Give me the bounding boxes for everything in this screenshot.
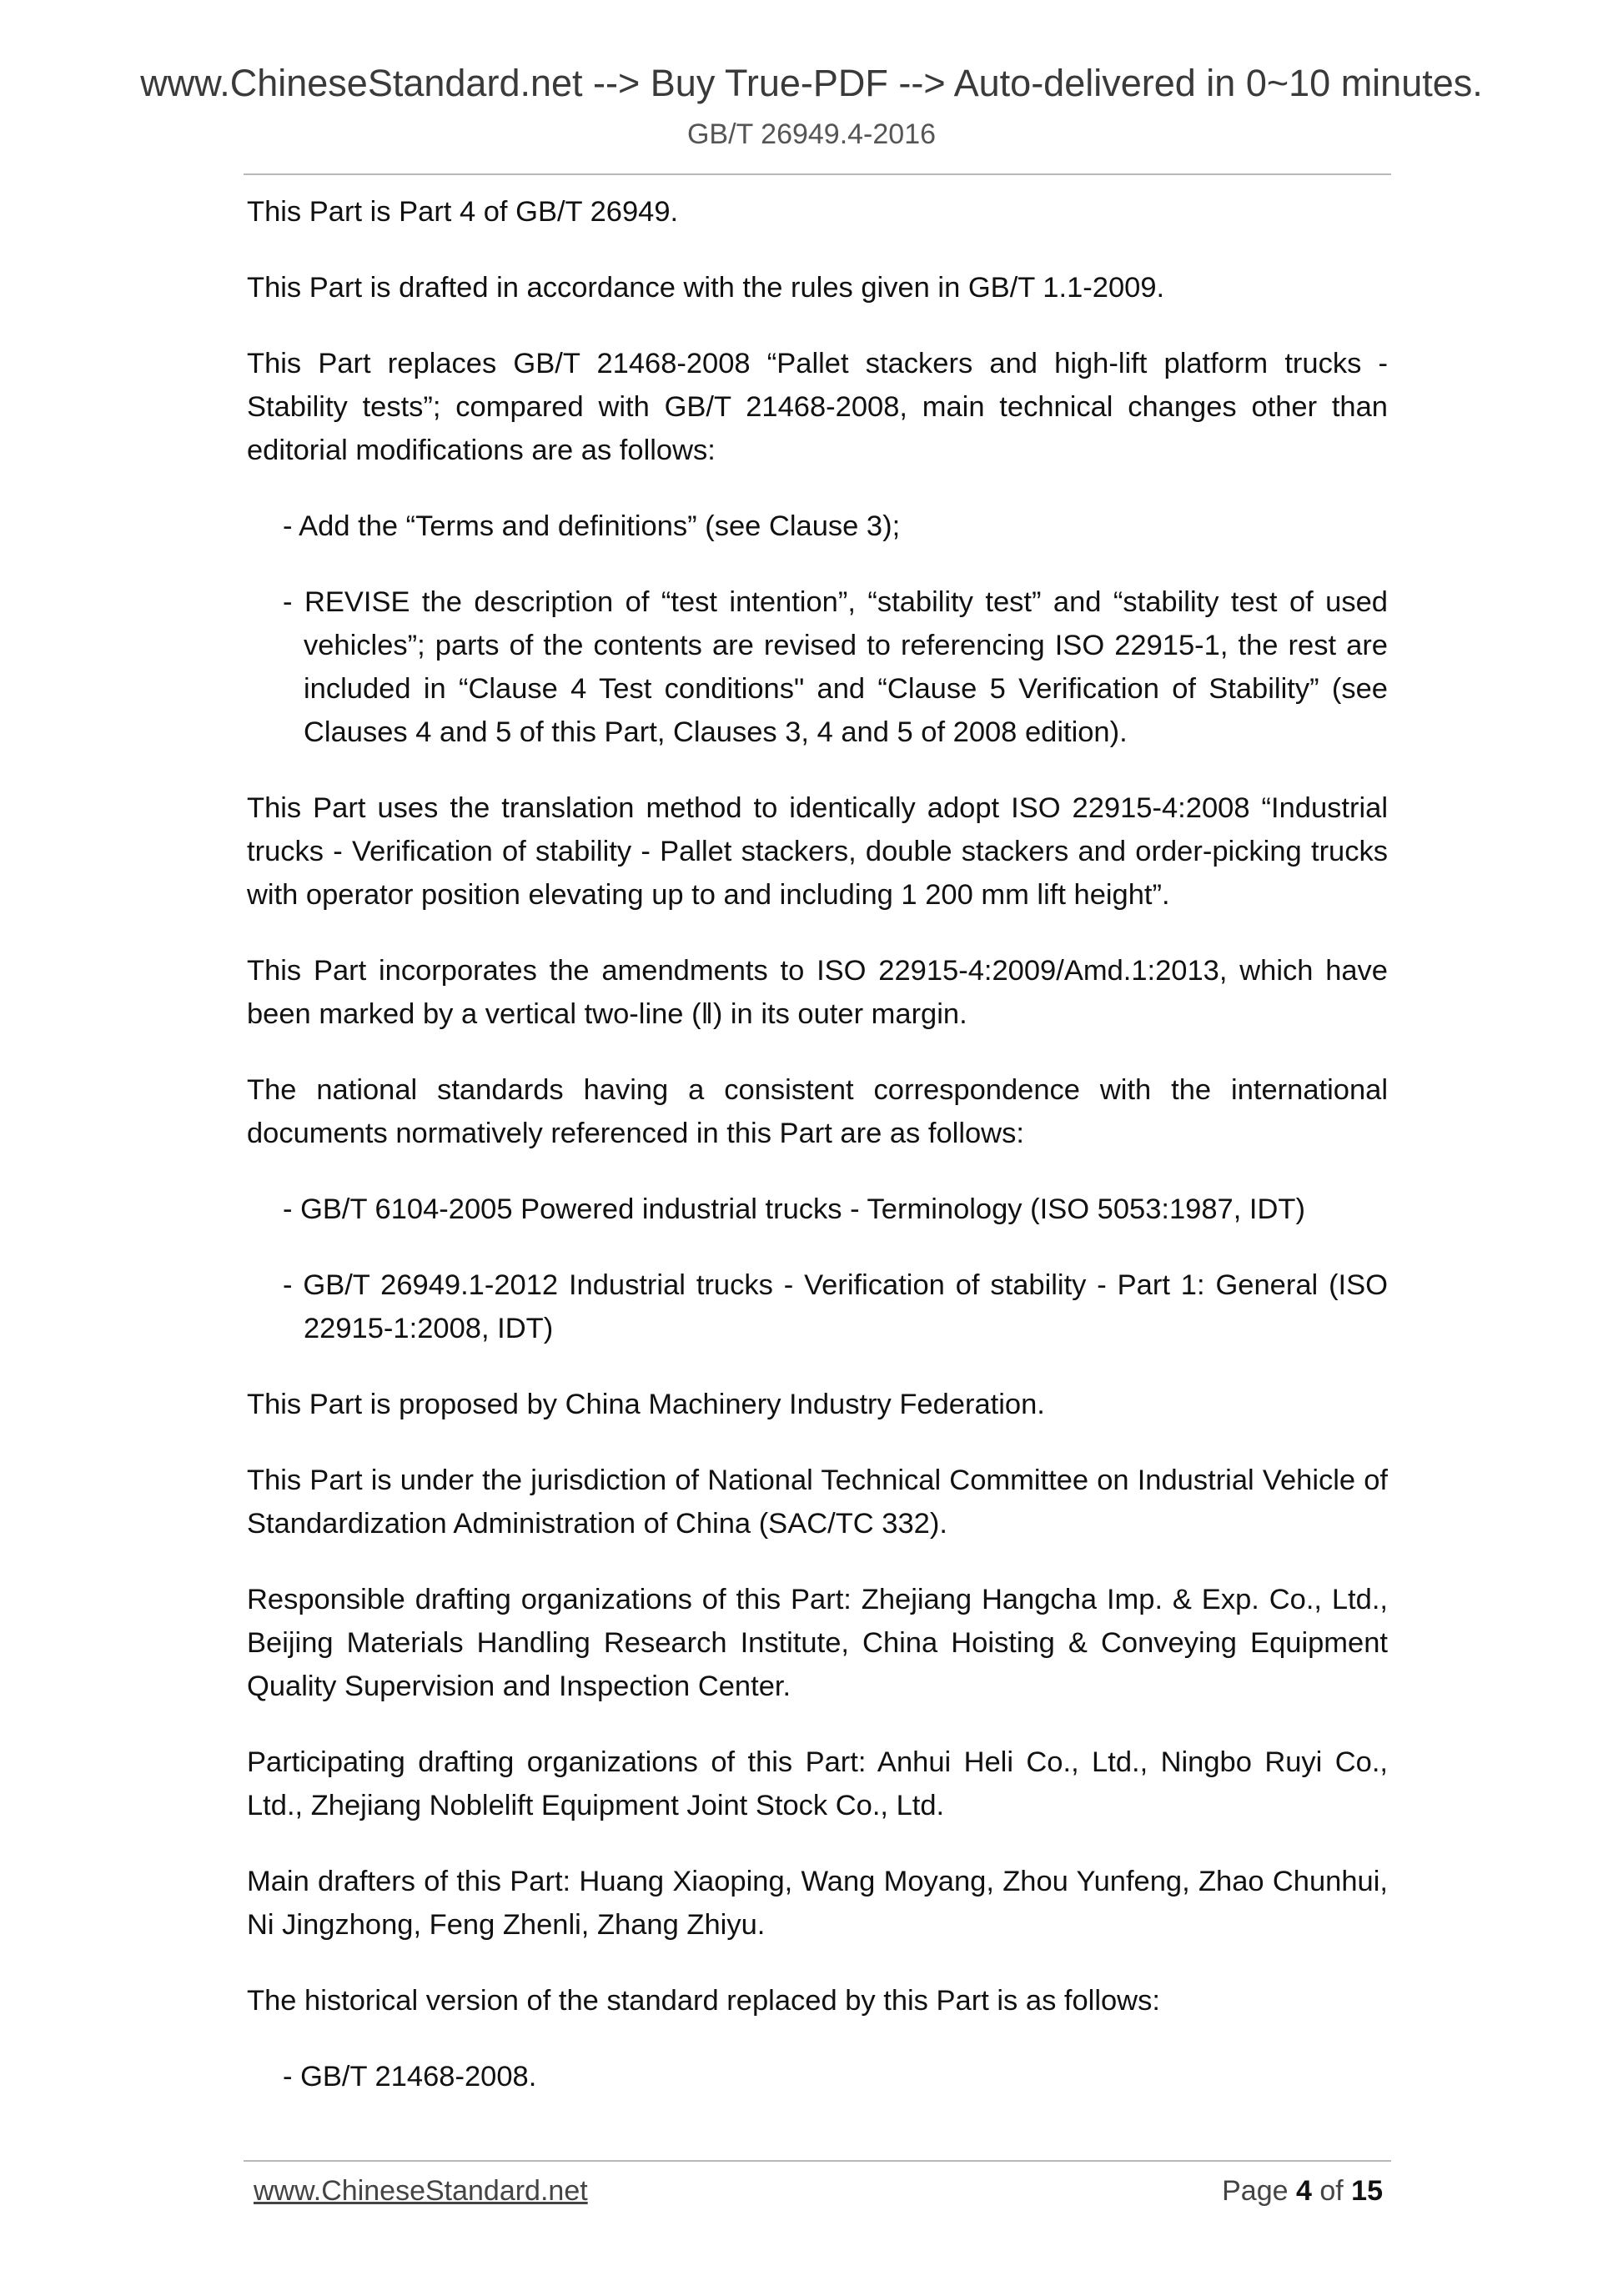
page-prefix: Page — [1222, 2175, 1289, 2207]
document-body — [247, 190, 1388, 2131]
paragraph: This Part incorporates the amendments to ISO 22915-4:2009/Amd.1:2013, which have been marked by a vertical two-line (‖) in its outer margin. — [247, 955, 1388, 1030]
page-current: 4 — [1295, 2175, 1312, 2207]
header-divider — [244, 173, 1391, 175]
footer-site-link[interactable]: www.ChineseStandard.net — [254, 2175, 588, 2207]
paragraph: The national standards having a consistent correspondence with the international documents normatively referenced in this Part are as follows: — [247, 1074, 1388, 1149]
paragraph: This Part is proposed by China Machinery Industry Federation. — [247, 1389, 1045, 1420]
standard-code: GB/T 26949.4-2016 — [686, 118, 937, 150]
paragraph: Responsible drafting organizations of this Part: Zhejiang Hangcha Imp. & Exp. Co., Ltd., Beijing Materials Handling Research Institute, China Hoisting & Conveying Equipment Quality Supervision and Inspection Center. — [247, 1584, 1388, 1702]
list-item: - Add the “Terms and definitions” (see Clause 3); — [283, 510, 901, 542]
paragraph: This Part is drafted in accordance with the rules given in GB/T 1.1-2009. — [247, 272, 1165, 304]
paragraph: This Part uses the translation method to identically adopt ISO 22915-4:2008 “Industrial trucks - Verification of stability - Pallet stackers, double stackers and order-picking trucks with operator position elevating up to and including 1 200 mm lift height”. — [247, 792, 1388, 911]
list-item: - REVISE the description of “test intention”, “stability test” and “stability test of used vehicles”; parts of the contents are revised to referencing ISO 22915-1, the rest are included in “Clause 4 Test conditions" and “Clause 5 Verification of Stability” (see Clauses 4 and 5 of this Part, Clauses 3, 4 and 5 of 2008 edition). — [283, 586, 1388, 748]
page-total: 15 — [1351, 2175, 1383, 2207]
paragraph: The historical version of the standard replaced by this Part is as follows: — [247, 1985, 1160, 2017]
paragraph: This Part replaces GB/T 21468-2008 “Pallet stackers and high-lift platform trucks - Stability tests”; compared with GB/T 21468-2008, main technical changes other than editorial modifications are as follows: — [247, 348, 1388, 466]
footer-divider — [244, 2160, 1391, 2162]
list-item: - GB/T 6104-2005 Powered industrial trucks - Terminology (ISO 5053:1987, IDT) — [283, 1193, 1305, 1225]
paragraph: This Part is under the jurisdiction of National Technical Committee on Industrial Vehicle of Standardization Administration of China (SAC/TC 332). — [247, 1465, 1388, 1540]
paragraph: Main drafters of this Part: Huang Xiaoping, Wang Moyang, Zhou Yunfeng, Zhao Chunhui, Ni Jingzhong, Feng Zhenli, Zhang Zhiyu. — [247, 1866, 1388, 1941]
header-banner: www.ChineseStandard.net --> Buy True-PDF --> Auto-delivered in 0~10 minutes. — [140, 62, 1483, 104]
list-item: - GB/T 26949.1-2012 Industrial trucks - Verification of stability - Part 1: General (ISO 22915-1:2008, IDT) — [283, 1269, 1388, 1344]
list-item: - GB/T 21468-2008. — [283, 2061, 537, 2093]
page-of: of — [1319, 2175, 1344, 2207]
paragraph: This Part is Part 4 of GB/T 26949. — [247, 196, 679, 228]
page-number — [1222, 2175, 1383, 2208]
paragraph: Participating drafting organizations of this Part: Anhui Heli Co., Ltd., Ningbo Ruyi Co., Ltd., Zhejiang Noblelift Equipment Joint Stock Co., Ltd. — [247, 1746, 1388, 1821]
